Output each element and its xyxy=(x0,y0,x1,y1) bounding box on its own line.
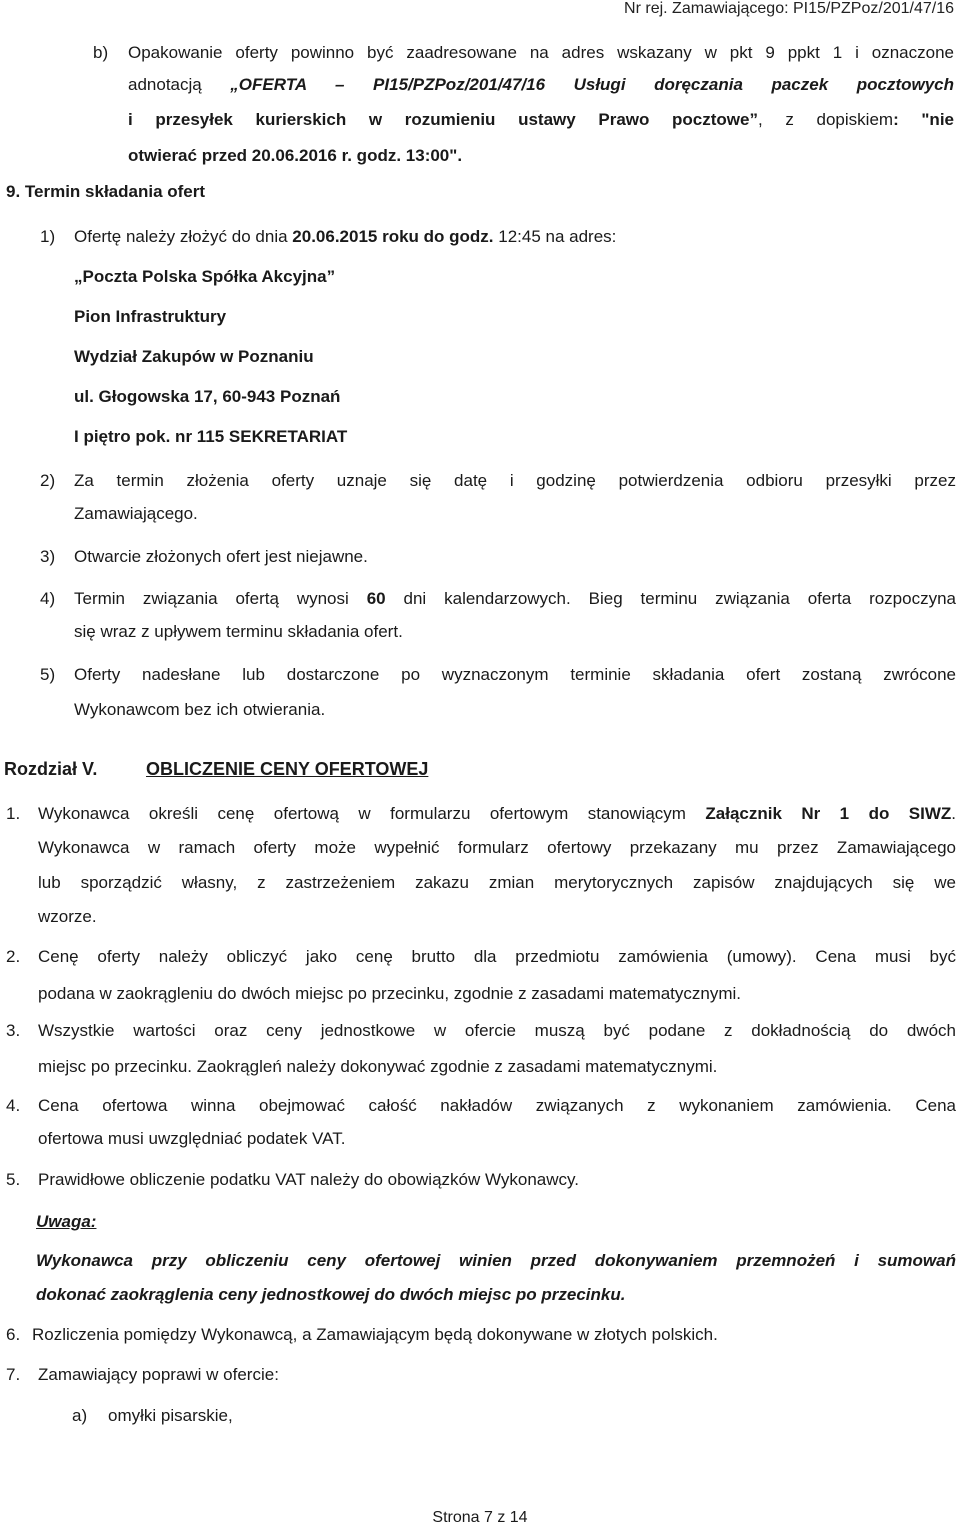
item-2-label: 2) xyxy=(40,471,56,490)
item-5-line-1: Oferty nadesłane lub dostarczone po wyznaczonym terminie składania ofert zostaną zwrócone xyxy=(74,665,956,684)
point-5-label: 5. xyxy=(6,1170,21,1189)
item-2-line-1: Za termin złożenia oferty uznaje się datę i godzinę potwierdzenia odbioru przesyłki przez xyxy=(74,471,956,490)
address-line-3: Wydział Zakupów w Poznaniu xyxy=(74,347,314,366)
item-1-label: 1) xyxy=(40,227,56,246)
item-1-text: Ofertę należy złożyć do dnia 20.06.2015 roku do godz. 12:45 na adres: xyxy=(74,227,617,246)
packaging-line-2: adnotacją „OFERTA – PI15/PZPoz/201/47/16 Usługi doręczania paczek pocztowych xyxy=(128,75,955,94)
point-7-text: Zamawiający poprawi w ofercie: xyxy=(38,1365,279,1384)
point-4-line-2: ofertowa musi uwzględniać podatek VAT. xyxy=(38,1129,346,1148)
packaging-line-3: i przesyłek kurierskich w rozumieniu ustawy Prawo pocztowe”, z dopiskiem: "nie xyxy=(128,110,954,129)
packaging-line-1: Opakowanie oferty powinno być zaadresowane na adres wskazany w pkt 9 ppkt 1 i oznaczone xyxy=(128,43,954,62)
address-line-2: Pion Infrastruktury xyxy=(74,307,227,326)
point-5-text: Prawidłowe obliczenie podatku VAT należy do obowiązków Wykonawcy. xyxy=(38,1170,579,1189)
item-4-line-1: Termin związania ofertą wynosi 60 dni kalendarzowych. Bieg terminu związania oferta rozpoczyna xyxy=(74,589,957,608)
chapter-title: OBLICZENIE CENY OFERTOWEJ xyxy=(146,759,429,779)
point-1-line-2: Wykonawca w ramach oferty może wypełnić formularz ofertowy przekazany mu przez Zamawiającego xyxy=(38,838,956,857)
point-3-label: 3. xyxy=(6,1021,21,1040)
document-reference-header: Nr rej. Zamawiającego: PI15/PZPoz/201/47/16 xyxy=(624,0,954,17)
address-line-4: ul. Głogowska 17, 60-943 Poznań xyxy=(74,387,341,406)
note-line-1: Wykonawca przy obliczeniu ceny ofertowej winien przed dokonywaniem przemnożeń i sumowań xyxy=(36,1251,956,1270)
point-3-line-1: Wszystkie wartości oraz ceny jednostkowe w ofercie muszą być podane z dokładnością do dwóch xyxy=(38,1021,956,1040)
section-9-title: 9. Termin składania ofert xyxy=(6,182,206,201)
point-7a-label: a) xyxy=(72,1406,88,1425)
point-2-line-1: Cenę oferty należy obliczyć jako cenę brutto dla przedmiotu zamówienia (umowy). Cena musi być xyxy=(38,947,956,966)
point-1-label: 1. xyxy=(6,804,21,823)
item-4-line-2: się wraz z upływem terminu składania ofert. xyxy=(74,622,403,641)
point-7-label: 7. xyxy=(6,1365,21,1384)
point-2-label: 2. xyxy=(6,947,21,966)
item-5-label: 5) xyxy=(40,665,56,684)
point-2-line-2: podana w zaokrągleniu do dwóch miejsc po przecinku, zgodnie z zasadami matematycznymi. xyxy=(38,984,742,1003)
point-4-line-1: Cena ofertowa winna obejmować całość nakładów związanych z wykonaniem zamówienia. Cena xyxy=(38,1096,956,1115)
chapter-number: Rozdział V. xyxy=(4,759,98,779)
item-3-label: 3) xyxy=(40,547,56,566)
item-2-line-2: Zamawiającego. xyxy=(74,504,198,523)
point-6-label: 6. xyxy=(6,1325,21,1344)
point-4-label: 4. xyxy=(6,1096,21,1115)
address-line-5: I piętro pok. nr 115 SEKRETARIAT xyxy=(74,427,348,446)
point-1-line-1: Wykonawca określi cenę ofertową w formularzu ofertowym stanowiącym Załącznik Nr 1 do SIWZ. xyxy=(38,804,956,823)
note-line-2: dokonać zaokrąglenia ceny jednostkowej do dwóch miejsc po przecinku. xyxy=(36,1285,626,1304)
point-3-line-2: miejsc po przecinku. Zaokrągleń należy dokonywać zgodnie z zasadami matematycznymi. xyxy=(38,1057,718,1076)
item-4-label: 4) xyxy=(40,589,56,608)
point-1-line-4: wzorze. xyxy=(38,907,97,926)
page-number-footer: Strona 7 z 14 xyxy=(432,1509,528,1526)
point-1-line-3: lub sporządzić własny, z zastrzeżeniem zakazu zmian merytorycznych zapisów znajdujących się we xyxy=(38,873,956,892)
note-title: Uwaga: xyxy=(36,1212,97,1231)
packaging-label: b) xyxy=(93,43,109,62)
item-5-line-2: Wykonawcom bez ich otwierania. xyxy=(74,700,326,719)
address-line-1: „Poczta Polska Spółka Akcyjna” xyxy=(74,267,336,286)
point-7a-text: omyłki pisarskie, xyxy=(108,1406,233,1425)
item-3-text: Otwarcie złożonych ofert jest niejawne. xyxy=(74,547,368,566)
packaging-line-4: otwierać przed 20.06.2016 r. godz. 13:00". xyxy=(128,146,463,165)
point-6-text: Rozliczenia pomiędzy Wykonawcą, a Zamawiającym będą dokonywane w złotych polskich. xyxy=(32,1325,718,1344)
